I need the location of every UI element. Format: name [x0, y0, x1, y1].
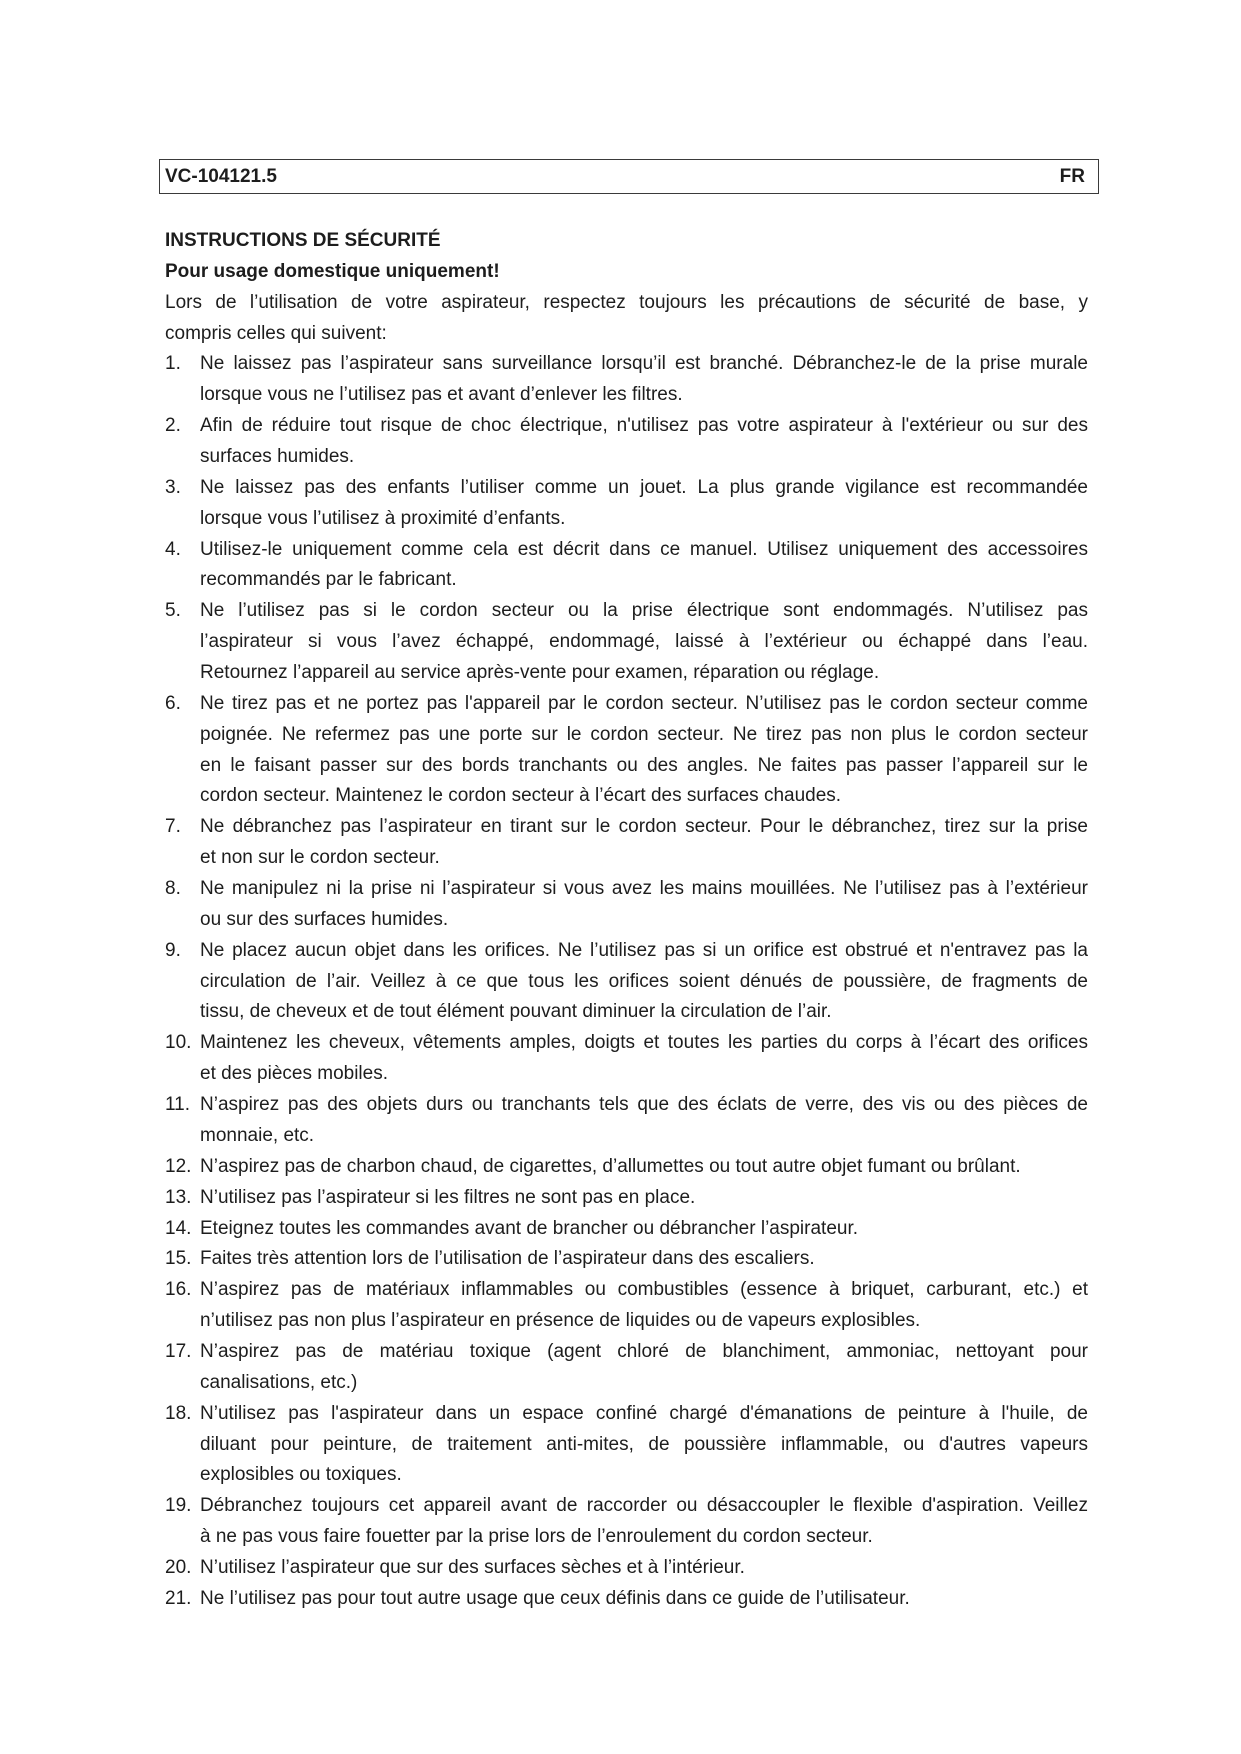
item-text	[200, 1183, 1088, 1214]
list-item	[165, 1584, 1088, 1615]
item-number: 14.	[165, 1217, 192, 1239]
intro-paragraph	[165, 288, 1088, 350]
item-line: canalisations, etc.)	[200, 1371, 358, 1393]
item-text	[200, 473, 1088, 535]
item-number: 21.	[165, 1587, 192, 1609]
list-item	[165, 1028, 1088, 1090]
item-text	[200, 1244, 1088, 1275]
item-line: poignée. Ne refermez pas une porte sur le cordon secteur. Ne tirez pas non plus le cordon secteur	[200, 723, 1088, 745]
item-line: surfaces humides.	[200, 446, 355, 468]
list-item	[165, 1214, 1088, 1245]
item-line: et des pièces mobiles.	[200, 1063, 388, 1085]
item-line: Ne débranchez pas l’aspirateur en tirant sur le cordon secteur. Pour le débranchez, tirez sur la prise	[200, 816, 1088, 838]
item-line: N’aspirez pas de charbon chaud, de cigarettes, d’allumettes ou tout autre objet fumant ou brûlant.	[200, 1155, 1021, 1177]
list-item	[165, 1244, 1088, 1275]
item-text	[200, 1491, 1088, 1553]
item-number: 12.	[165, 1155, 192, 1177]
list-item	[165, 349, 1088, 411]
item-line: Eteignez toutes les commandes avant de brancher ou débrancher l’aspirateur.	[200, 1217, 859, 1239]
item-number: 16.	[165, 1279, 192, 1301]
item-line: ou sur des surfaces humides.	[200, 908, 449, 930]
item-line: Afin de réduire tout risque de choc électrique, n'utilisez pas votre aspirateur à l'extérieur ou sur des	[200, 415, 1088, 437]
item-line: Ne tirez pas et ne portez pas l'appareil par le cordon secteur. N’utilisez pas le cordon secteur comme	[200, 692, 1088, 714]
item-text	[200, 812, 1088, 874]
item-number: 8.	[165, 878, 181, 900]
item-line: Ne l’utilisez pas si le cordon secteur ou la prise électrique sont endommagés. N’utilisez pas	[200, 600, 1088, 622]
item-line: Ne manipulez ni la prise ni l’aspirateur si vous avez les mains mouillées. Ne l’utilisez pas à l’extérieur	[200, 878, 1088, 900]
list-item	[165, 1337, 1088, 1399]
list-item	[165, 1275, 1088, 1337]
list-item	[165, 936, 1088, 1029]
item-number: 7.	[165, 816, 181, 838]
item-line: Débranchez toujours cet appareil avant de raccorder ou désaccoupler le flexible d'aspiration. Veillez	[200, 1495, 1088, 1517]
item-line: recommandés par le fabricant.	[200, 569, 457, 591]
item-line: N’aspirez pas des objets durs ou tranchants tels que des éclats de verre, des vis ou des pièces de	[200, 1094, 1088, 1116]
item-text	[200, 1275, 1088, 1337]
item-line: Utilisez-le uniquement comme cela est décrit dans ce manuel. Utilisez uniquement des accessoires	[200, 538, 1088, 560]
item-line: en le faisant passer sur des bords tranchants ou des angles. Ne faites pas passer l’appareil sur le	[200, 754, 1088, 776]
item-number: 3.	[165, 476, 181, 498]
list-item	[165, 596, 1088, 689]
item-number: 9.	[165, 939, 181, 961]
list-item	[165, 1152, 1088, 1183]
item-line: diluant pour peinture, de traitement anti-mites, de poussière inflammable, ou d'autres vapeurs	[200, 1433, 1088, 1455]
item-number: 4.	[165, 538, 181, 560]
list-item	[165, 874, 1088, 936]
item-number: 17.	[165, 1340, 192, 1362]
intro-line: compris celles qui suivent:	[165, 322, 387, 344]
list-item	[165, 1183, 1088, 1214]
intro-line: Lors de l’utilisation de votre aspirateur, respectez toujours les précautions de sécurité de base, y	[165, 291, 1088, 313]
list-item	[165, 411, 1088, 473]
section-title: INSTRUCTIONS DE SÉCURITÉ	[165, 230, 441, 251]
item-line: lorsque vous ne l’utilisez pas et avant d’enlever les filtres.	[200, 384, 683, 406]
item-line: monnaie, etc.	[200, 1124, 315, 1146]
item-text	[200, 1337, 1088, 1399]
item-text	[200, 1584, 1088, 1615]
item-line: n’utilisez pas non plus l’aspirateur en présence de liquides ou de vapeurs explosibles.	[200, 1310, 921, 1332]
item-number: 2.	[165, 415, 181, 437]
item-line: N’aspirez pas de matériaux inflammables ou combustibles (essence à briquet, carburant, etc.) et	[200, 1279, 1088, 1301]
item-line: Ne l’utilisez pas pour tout autre usage que ceux définis dans ce guide de l’utilisateur.	[200, 1587, 910, 1609]
item-line: Ne laissez pas l’aspirateur sans surveillance lorsqu’il est branché. Débranchez-le de la prise murale	[200, 353, 1088, 375]
item-line: explosibles ou toxiques.	[200, 1464, 402, 1486]
item-line: cordon secteur. Maintenez le cordon secteur à l’écart des surfaces chaudes.	[200, 785, 842, 807]
item-text	[200, 1090, 1088, 1152]
list-item	[165, 473, 1088, 535]
model-code: VC-104121.5	[165, 165, 277, 187]
item-number: 19.	[165, 1495, 192, 1517]
item-number: 1.	[165, 353, 181, 375]
item-text	[200, 936, 1088, 1029]
item-line: l’aspirateur si vous l’avez échappé, endommagé, laissé à l’extérieur ou échappé dans l’eau.	[200, 631, 1088, 653]
language-code: FR	[1059, 165, 1085, 187]
item-line: et non sur le cordon secteur.	[200, 847, 440, 869]
list-item	[165, 535, 1088, 597]
item-text	[200, 874, 1088, 936]
list-item	[165, 1399, 1088, 1492]
item-number: 10.	[165, 1032, 192, 1054]
item-number: 18.	[165, 1402, 192, 1424]
item-line: lorsque vous l’utilisez à proximité d’enfants.	[200, 507, 566, 529]
item-number: 20.	[165, 1556, 192, 1578]
item-line: N’aspirez pas de matériau toxique (agent chloré de blanchiment, ammoniac, nettoyant pour	[200, 1340, 1088, 1362]
document-header	[159, 159, 1099, 194]
list-item	[165, 812, 1088, 874]
item-line: Ne placez aucun objet dans les orifices. Ne l’utilisez pas si un orifice est obstrué et n'entravez pas la	[200, 939, 1088, 961]
item-text	[200, 411, 1088, 473]
item-text	[200, 1214, 1088, 1245]
item-line: à ne pas vous faire fouetter par la prise lors de l’enroulement du cordon secteur.	[200, 1526, 873, 1548]
list-item	[165, 1491, 1088, 1553]
list-item	[165, 1553, 1088, 1584]
item-line: N’utilisez l’aspirateur que sur des surfaces sèches et à l’intérieur.	[200, 1556, 745, 1578]
item-text	[200, 1028, 1088, 1090]
item-line: Ne laissez pas des enfants l’utiliser comme un jouet. La plus grande vigilance est recommandée	[200, 476, 1088, 498]
item-text	[200, 1399, 1088, 1492]
item-text	[200, 1553, 1088, 1584]
item-number: 6.	[165, 692, 181, 714]
instruction-list	[165, 349, 1088, 1614]
item-number: 11.	[165, 1094, 191, 1116]
item-text	[200, 535, 1088, 597]
safety-instructions	[165, 226, 1088, 1615]
list-item	[165, 689, 1088, 812]
item-line: N’utilisez pas l’aspirateur si les filtres ne sont pas en place.	[200, 1186, 696, 1208]
item-line: Retournez l’appareil au service après-vente pour examen, réparation ou réglage.	[200, 662, 880, 684]
item-number: 15.	[165, 1248, 192, 1270]
list-item	[165, 1090, 1088, 1152]
item-text	[200, 689, 1088, 812]
item-line: tissu, de cheveux et de tout élément pouvant diminuer la circulation de l’air.	[200, 1001, 832, 1023]
item-line: Maintenez les cheveux, vêtements amples, doigts et toutes les parties du corps à l’écart des orifices	[200, 1032, 1088, 1054]
item-number: 5.	[165, 600, 181, 622]
section-subtitle: Pour usage domestique uniquement!	[165, 260, 500, 282]
item-line: N’utilisez pas l'aspirateur dans un espace confiné chargé d'émanations de peinture à l'huile, de	[200, 1402, 1088, 1424]
item-number: 13.	[165, 1186, 192, 1208]
item-text	[200, 1152, 1088, 1183]
item-line: circulation de l’air. Veillez à ce que tous les orifices soient dénués de poussière, de fragments de	[200, 970, 1088, 992]
item-text	[200, 349, 1088, 411]
item-text	[200, 596, 1088, 689]
item-line: Faites très attention lors de l’utilisation de l’aspirateur dans des escaliers.	[200, 1248, 815, 1270]
